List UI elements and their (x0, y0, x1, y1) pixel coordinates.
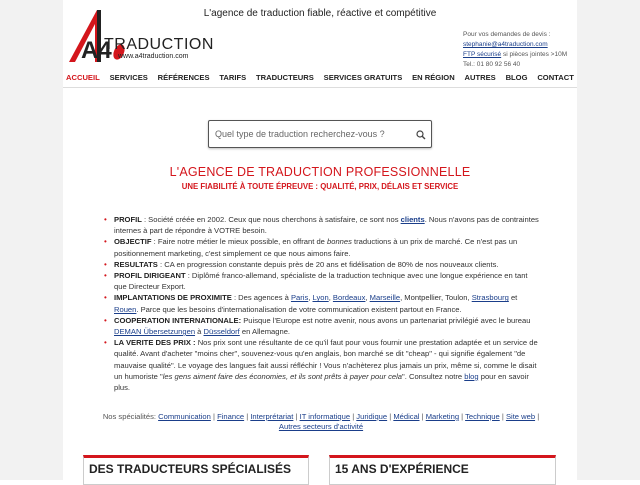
spec-link-site-web[interactable]: Site web (506, 412, 535, 421)
spec-link-medical[interactable]: Médical (393, 412, 419, 421)
list-item-profil: • PROFIL : Société créée en 2002. Ceux que nous cherchons à satisfaire, ce sont nos clients. Nous n'avons pas de contraintes internes à part de répondre à VOTRE besoin. (104, 214, 540, 236)
blog-link[interactable]: blog (464, 372, 478, 381)
nav-services[interactable]: SERVICES (110, 73, 148, 82)
spec-link-technique[interactable]: Technique (465, 412, 500, 421)
nav-references[interactable]: RÉFÉRENCES (158, 73, 210, 82)
main-nav (63, 68, 577, 88)
rouen-link[interactable]: Rouen (114, 305, 136, 314)
spec-link-finance[interactable]: Finance (217, 412, 244, 421)
marseille-link[interactable]: Marseille (370, 293, 400, 302)
box-experience-title: 15 ANS D'EXPÉRIENCE (335, 462, 550, 476)
logo-url: www.a4traduction.com (118, 53, 188, 60)
contact-info (463, 30, 567, 70)
box-traducteurs (83, 455, 309, 485)
spec-link-it[interactable]: IT informatique (300, 412, 351, 421)
page-title: L'AGENCE DE TRADUCTION PROFESSIONNELLE (0, 165, 640, 179)
list-item-objectif: • OBJECTIF : Faire notre métier le mieux possible, en offrant de bonnes traductions à un prix de marché. Ce n'est pas un positionnement marketing, c'est simplement ce que nous aimons faire. (104, 236, 540, 258)
bordeaux-link[interactable]: Bordeaux (333, 293, 366, 302)
clients-link[interactable]: clients (401, 215, 425, 224)
ftp-link[interactable]: FTP sécurisé (463, 51, 501, 58)
spec-link-communication[interactable]: Communication (158, 412, 211, 421)
logo-text: TRADUCTION (104, 36, 214, 54)
strasbourg-link[interactable]: Strasbourg (472, 293, 509, 302)
list-item-verite-prix: • LA VERITE DES PRIX : Nos prix sont une résultante de ce qu'il faut pour vous fournir une prestation adaptée et un service de qualité. Avant d'acheter "moins cher", souvenez-vous qu'en anglais, bon marché se dit "cheap" - qui signifie également "de mauvaise qualité". Le voyage des langues fait aussi réfléchir ! Vous n'achèterez plus jamais un prix, même si, comme le disait un humoriste "les gens aiment faire des économies, et ils sont prêts à payer pour cela". Consultez notre blog pour en savoir plus. (104, 337, 540, 393)
nav-blog[interactable]: BLOG (506, 73, 528, 82)
spec-link-autres[interactable]: Autres secteurs d'activité (279, 422, 363, 431)
nav-autres[interactable]: AUTRES (465, 73, 496, 82)
nav-traducteurs[interactable]: TRADUCTEURS (256, 73, 314, 82)
list-item-implantations: • IMPLANTATIONS DE PROXIMITE : Des agences à Paris, Lyon, Bordeaux, Marseille, Montpellier, Toulon, Strasbourg et Rouen. Parce que les besoins d'internationalisation de votre communication existent partout en France. (104, 292, 540, 314)
nav-en-region[interactable]: EN RÉGION (412, 73, 455, 82)
site-tagline: L'agence de traduction fiable, réactive et compétitive (0, 8, 640, 19)
spec-link-marketing[interactable]: Marketing (426, 412, 459, 421)
ftp-note: si pièces jointes >10M (501, 51, 567, 58)
nav-accueil[interactable]: ACCUEIL (66, 73, 100, 82)
spec-link-interpretariat[interactable]: Interprétariat (250, 412, 293, 421)
list-item-dirigeant: • PROFIL DIRIGEANT : Diplômé franco-allemand, spécialiste de la traduction technique avec une longue expérience en tant que Directeur Export. (104, 270, 540, 292)
list-item-cooperation: • COOPERATION INTERNATIONALE: Puisque l'Europe est notre avenir, nous avons un partenariat privilégié avec le bureau DEMAN Übersetzungen à Düsseldorf en Allemagne. (104, 315, 540, 337)
search-box (208, 120, 432, 148)
search-icon[interactable] (415, 129, 427, 141)
lyon-link[interactable]: Lyon (313, 293, 329, 302)
contact-email-link[interactable]: stephanie@a4traduction.com (463, 41, 548, 48)
features-list (104, 214, 540, 393)
list-item-resultats: • RESULTATS : CA en progression constante depuis près de 20 ans et fidélisation de 80% de nos nouveaux clients. (104, 259, 540, 270)
nav-contact[interactable]: CONTACT (537, 73, 574, 82)
search-input[interactable] (209, 121, 405, 147)
specialites-label: Nos spécialités: (103, 412, 158, 421)
nav-tarifs[interactable]: TARIFS (219, 73, 246, 82)
dusseldorf-link[interactable]: Düsseldorf (204, 327, 240, 336)
nav-services-gratuits[interactable]: SERVICES GRATUITS (324, 73, 403, 82)
specialites-bar: Nos spécialités: Communication | Finance | Interprétariat | IT informatique | Juridique | Médical | Marketing | Technique | Site web | Autres secteurs d'activité (98, 412, 544, 432)
spec-link-juridique[interactable]: Juridique (356, 412, 387, 421)
logo-mark: A4 (81, 37, 112, 64)
box-experience (329, 455, 556, 485)
contact-phone: Tel.: 01 80 92 56 40 (463, 60, 567, 70)
deman-link[interactable]: DEMAN Übersetzungen (114, 327, 195, 336)
box-traducteurs-title: DES TRADUCTEURS SPÉCIALISÉS (89, 462, 303, 476)
page-subtitle: UNE FIABILITÉ À TOUTE ÉPREUVE : QUALITÉ, PRIX, DÉLAIS ET SERVICE (0, 182, 640, 191)
contact-quote-line: Pour vos demandes de devis : (463, 30, 567, 40)
paris-link[interactable]: Paris (291, 293, 308, 302)
